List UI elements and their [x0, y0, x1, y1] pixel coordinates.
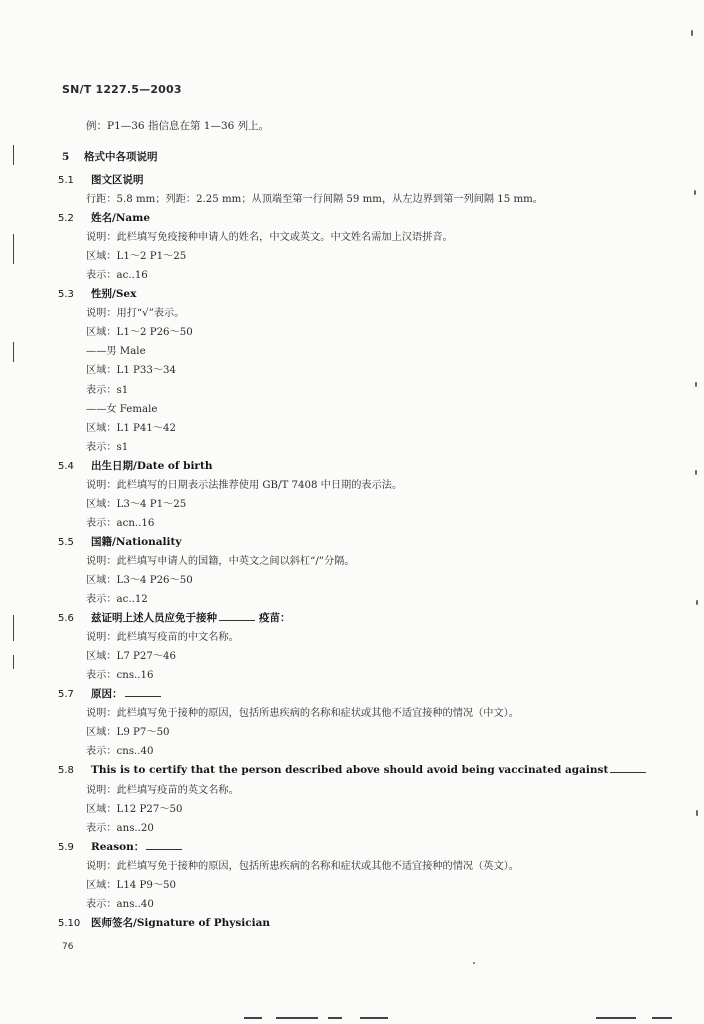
scan-mark — [695, 470, 697, 475]
clause-number: 5.3 — [58, 289, 74, 301]
clause-text — [86, 590, 148, 609]
text: 表示：s1 — [86, 441, 129, 453]
text: 区域：L1～2 P26～50 — [86, 327, 193, 339]
text: ——男 Male — [86, 346, 146, 358]
section-items — [0, 171, 704, 933]
clause-heading — [0, 533, 704, 552]
clause-line — [0, 304, 704, 323]
clause-line — [0, 628, 704, 647]
section-title — [62, 149, 158, 164]
fill-in-blank — [219, 609, 255, 621]
clause-line — [0, 266, 704, 285]
scan-mark — [694, 190, 696, 195]
section-title-text: 格式中各项说明 — [84, 151, 158, 163]
clause-line — [0, 419, 704, 438]
text: 表示：ans..40 — [86, 898, 154, 910]
clause-text — [86, 247, 186, 266]
clause-text — [86, 647, 176, 666]
text: 表示：ans..20 — [86, 822, 154, 834]
clause-text — [86, 704, 519, 723]
text: 说明：此栏填写免于接种的原因，包括所患疾病的名称和症状或其他不适宜接种的情况（英文）。 — [86, 860, 519, 872]
clause-number: 5.6 — [58, 613, 74, 625]
text: ——女 Female — [86, 403, 158, 415]
text: 原因： — [91, 688, 123, 701]
clause-line — [0, 571, 704, 590]
text: 区域：L12 P27～50 — [86, 803, 183, 815]
clause-title — [91, 685, 161, 704]
clause-text — [86, 514, 154, 533]
clause-number: 5.10 — [58, 917, 81, 929]
clause-heading — [0, 838, 704, 857]
clause-number: 5.2 — [58, 213, 74, 225]
text: 性别/Sex — [91, 288, 137, 301]
text: 区域：L1 P41～42 — [86, 422, 177, 434]
clause-line — [0, 742, 704, 761]
clause-title — [91, 609, 291, 628]
clause-title — [91, 171, 144, 190]
text: 兹证明上述人员应免于接种 — [91, 612, 217, 625]
text: 区域：L3～4 P1～25 — [86, 498, 187, 510]
fill-in-blank — [146, 838, 182, 850]
clause-number: 5.9 — [58, 841, 74, 853]
scan-mark — [328, 1017, 342, 1019]
text: 医师签名/Signature of Physician — [91, 916, 271, 929]
text: 说明：此栏填写疫苗的中文名称。 — [86, 632, 239, 644]
clause-line — [0, 514, 704, 533]
page-number: 76 — [62, 942, 74, 952]
scan-mark — [473, 962, 475, 964]
text: 说明：此栏填写免于接种的原因，包括所患疾病的名称和症状或其他不适宜接种的情况（中文）。 — [86, 708, 519, 720]
clause-text — [86, 819, 154, 838]
sub-item-line — [0, 400, 704, 419]
clause-text — [86, 895, 154, 914]
clause-text — [86, 666, 154, 685]
clause-line — [0, 819, 704, 838]
scan-mark — [276, 1017, 318, 1019]
clause-title — [91, 285, 136, 304]
scan-mark — [695, 382, 697, 387]
clause-text — [86, 857, 519, 876]
clause-text — [86, 381, 128, 400]
clause-text — [86, 571, 193, 590]
fill-in-blank — [125, 685, 161, 697]
scan-mark — [13, 145, 14, 165]
clause-text — [86, 476, 402, 495]
clause-number: 5.7 — [58, 689, 74, 701]
text: 说明：此栏填写申请人的国籍，中英文之间以斜杠“/”分隔。 — [86, 555, 355, 567]
fill-in-blank — [610, 761, 646, 773]
clause-line — [0, 381, 704, 400]
clause-line — [0, 876, 704, 895]
clause-text — [86, 723, 170, 742]
clause-text — [86, 400, 157, 419]
clause-line — [0, 323, 704, 342]
clause-heading — [0, 171, 704, 190]
clause-text — [86, 419, 176, 438]
text: 国籍/Nationality — [91, 535, 182, 548]
clause-title — [91, 457, 212, 476]
clause-line — [0, 895, 704, 914]
clause-heading — [0, 761, 704, 780]
text: 行距：5.8 mm；列距：2.25 mm；从顶端至第一行间隔 59 mm，从左边界到第一列间隔 15 mm。 — [86, 194, 543, 206]
text: 说明：用打“√”表示。 — [86, 308, 185, 320]
text: 表示：s1 — [86, 384, 129, 396]
clause-text — [86, 228, 453, 247]
clause-line — [0, 590, 704, 609]
clause-text — [86, 876, 176, 895]
clause-line — [0, 800, 704, 819]
clause-line — [0, 361, 704, 380]
clause-number: 5.1 — [58, 175, 74, 186]
clause-text — [86, 190, 543, 209]
clause-title — [91, 914, 270, 933]
text: 区域：L7 P27～46 — [86, 651, 177, 663]
text: 姓名/Name — [91, 212, 151, 225]
scan-mark — [691, 30, 693, 36]
clause-text — [86, 438, 128, 457]
clause-text — [86, 361, 176, 380]
text: This is to certify that the person described above should avoid being vaccinated against — [91, 764, 609, 777]
clause-text — [86, 304, 184, 323]
clause-line — [0, 857, 704, 876]
clause-title — [91, 761, 646, 780]
text: 表示：ac..12 — [86, 594, 148, 606]
clause-line — [0, 552, 704, 571]
clause-text — [86, 628, 239, 647]
scan-mark — [13, 655, 14, 669]
scan-mark — [244, 1017, 262, 1019]
clause-text — [86, 495, 186, 514]
clause-line — [0, 190, 704, 209]
scan-mark — [696, 810, 698, 816]
text: 区域：L3～4 P26～50 — [86, 574, 193, 586]
clause-title — [91, 838, 182, 857]
scan-mark — [360, 1017, 388, 1019]
scan-mark — [696, 600, 698, 605]
clause-text — [86, 781, 239, 800]
clause-line — [0, 704, 704, 723]
text-after-blank: 疫苗： — [259, 612, 291, 625]
clause-title — [91, 533, 181, 552]
clause-line — [0, 781, 704, 800]
clause-line — [0, 647, 704, 666]
clause-line — [0, 723, 704, 742]
clause-line — [0, 438, 704, 457]
section-number: 5 — [62, 151, 70, 163]
clause-line — [0, 228, 704, 247]
clause-text — [86, 552, 355, 571]
clause-line — [0, 247, 704, 266]
sub-item-line — [0, 342, 704, 361]
clause-heading — [0, 457, 704, 476]
scan-mark — [652, 1017, 672, 1019]
clause-line — [0, 476, 704, 495]
text: 区域：L14 P9～50 — [86, 879, 177, 891]
clause-heading — [0, 285, 704, 304]
scan-mark — [13, 342, 14, 362]
clause-number: 5.5 — [58, 536, 74, 548]
text: 表示：acn..16 — [86, 517, 155, 529]
scan-mark — [596, 1017, 636, 1019]
text: 图文区说明 — [91, 174, 144, 186]
text: 表示：cns..16 — [86, 670, 154, 682]
clause-text — [86, 342, 146, 361]
standard-code-header: SN/T 1227.5—2003 — [62, 83, 182, 96]
intro-example: 例：P1—36 指信息在第 1—36 列上。 — [86, 120, 270, 132]
clause-line — [0, 495, 704, 514]
text: 区域：L9 P7～50 — [86, 727, 170, 739]
clause-line — [0, 666, 704, 685]
clause-number: 5.4 — [58, 460, 74, 472]
text: 表示：ac..16 — [86, 270, 148, 282]
text: 说明：此栏填写疫苗的英文名称。 — [86, 784, 239, 796]
clause-text — [86, 323, 193, 342]
clause-text — [86, 266, 148, 285]
scan-mark — [13, 234, 14, 264]
text: 表示：cns..40 — [86, 746, 154, 758]
scan-mark — [13, 615, 14, 641]
clause-heading — [0, 685, 704, 704]
clause-text — [86, 800, 183, 819]
text: 说明：此栏填写免疫接种申请人的姓名，中文或英文。中文姓名需加上汉语拼音。 — [86, 232, 453, 244]
clause-heading — [0, 609, 704, 628]
text: 区域：L1～2 P1～25 — [86, 251, 187, 263]
text: 区域：L1 P33～34 — [86, 365, 177, 377]
clause-heading — [0, 914, 704, 933]
text: 出生日期/Date of birth — [91, 459, 213, 472]
text: Reason： — [91, 840, 145, 853]
clause-heading — [0, 209, 704, 228]
text: 说明：此栏填写的日期表示法推荐使用 GB/T 7408 中日期的表示法。 — [86, 479, 403, 491]
clause-title — [91, 209, 150, 228]
clause-text — [86, 742, 154, 761]
clause-number: 5.8 — [58, 765, 74, 777]
